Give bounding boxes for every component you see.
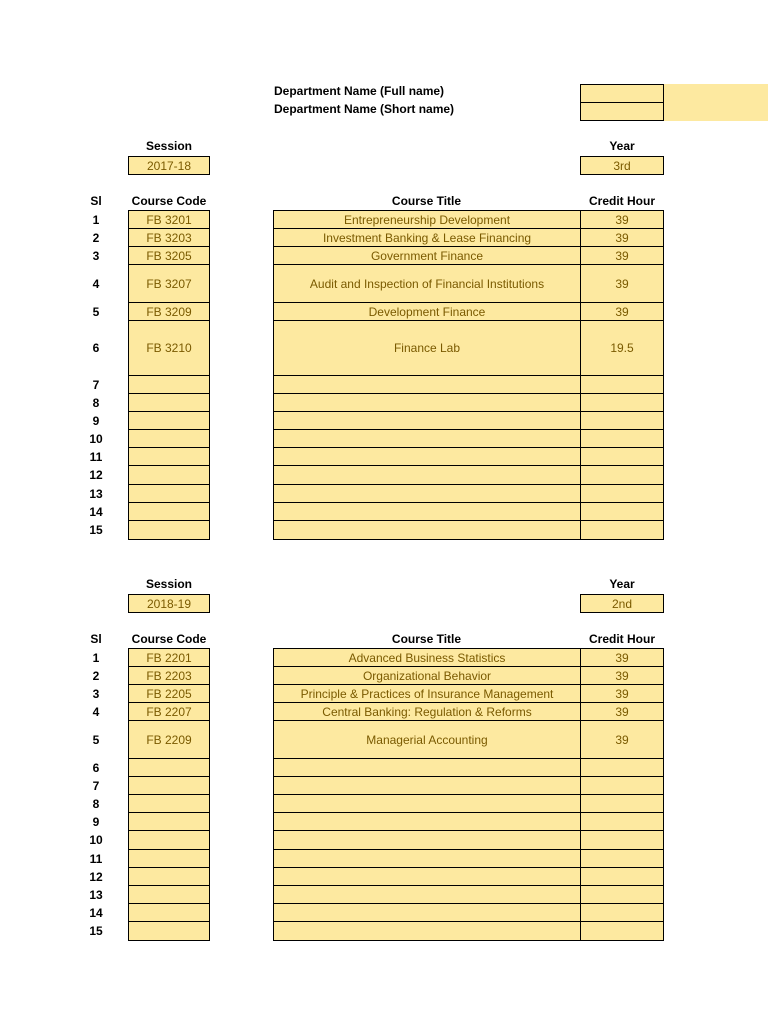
row-number: 14 — [89, 905, 103, 920]
credit-hour-cell[interactable]: 39 — [580, 246, 664, 265]
course-title-cell[interactable] — [273, 758, 581, 777]
row-number: 15 — [89, 523, 103, 537]
row-number: 4 — [92, 704, 100, 719]
course-title-cell[interactable] — [273, 484, 581, 503]
block1-session-label: Session — [145, 139, 193, 153]
credit-hour-cell[interactable] — [580, 812, 664, 831]
course-code-cell[interactable]: FB 3210 — [128, 320, 210, 376]
block2-sl-header: Sl — [90, 632, 102, 646]
course-title-cell[interactable] — [273, 520, 581, 540]
course-title-cell[interactable]: Finance Lab — [273, 320, 581, 376]
course-title-cell[interactable]: Central Banking: Regulation & Reforms — [273, 702, 581, 721]
course-title-cell[interactable]: Investment Banking & Lease Financing — [273, 228, 581, 247]
course-title-cell[interactable] — [273, 794, 581, 813]
row-number: 8 — [92, 395, 100, 410]
course-title-cell[interactable] — [273, 447, 581, 466]
credit-hour-cell[interactable] — [580, 502, 664, 521]
credit-hour-cell[interactable]: 39 — [580, 684, 664, 703]
row-number: 2 — [92, 230, 100, 245]
course-title-cell[interactable]: Audit and Inspection of Financial Institutions — [273, 264, 581, 303]
course-title-cell[interactable] — [273, 921, 581, 941]
course-code-cell[interactable]: FB 2207 — [128, 702, 210, 721]
course-code-cell[interactable] — [128, 885, 210, 904]
course-title-cell[interactable]: Organizational Behavior — [273, 666, 581, 685]
course-title-cell[interactable] — [273, 429, 581, 448]
row-number: 1 — [92, 212, 100, 227]
row-number: 9 — [92, 413, 100, 428]
block2-course-code-header: Course Code — [131, 632, 207, 646]
course-code-cell[interactable] — [128, 812, 210, 831]
course-title-cell[interactable] — [273, 393, 581, 412]
credit-hour-cell[interactable]: 39 — [580, 264, 664, 303]
department-full-label: Department Name (Full name) — [274, 84, 445, 98]
block1-year-label: Year — [609, 139, 635, 153]
row-number: 3 — [92, 686, 100, 701]
credit-hour-cell[interactable] — [580, 429, 664, 448]
credit-hour-cell[interactable] — [580, 411, 664, 430]
row-number: 14 — [89, 504, 103, 519]
credit-hour-cell[interactable] — [580, 921, 664, 941]
credit-hour-cell[interactable] — [580, 520, 664, 540]
course-code-cell[interactable] — [128, 903, 210, 922]
course-code-cell[interactable] — [128, 921, 210, 941]
credit-hour-cell[interactable] — [580, 885, 664, 904]
course-code-cell[interactable]: FB 3207 — [128, 264, 210, 303]
credit-hour-cell[interactable]: 39 — [580, 302, 664, 321]
credit-hour-cell[interactable]: 39 — [580, 702, 664, 721]
row-number: 2 — [92, 668, 100, 683]
course-title-cell[interactable]: Principle & Practices of Insurance Management — [273, 684, 581, 703]
course-title-cell[interactable] — [273, 465, 581, 485]
course-code-cell[interactable] — [128, 447, 210, 466]
course-code-cell[interactable]: FB 2203 — [128, 666, 210, 685]
course-title-cell[interactable] — [273, 375, 581, 394]
row-number: 8 — [92, 796, 100, 811]
course-code-cell[interactable]: FB 2205 — [128, 684, 210, 703]
course-code-cell[interactable]: FB 3209 — [128, 302, 210, 321]
course-code-cell[interactable] — [128, 758, 210, 777]
department-full-input[interactable] — [580, 84, 664, 103]
block1-session-value[interactable]: 2017-18 — [128, 156, 210, 175]
course-title-cell[interactable] — [273, 776, 581, 795]
row-number: 6 — [92, 760, 100, 775]
course-code-cell[interactable] — [128, 776, 210, 795]
row-number: 7 — [92, 377, 100, 392]
row-number: 3 — [92, 248, 100, 263]
block1-credit-hour-header: Credit Hour — [589, 194, 655, 208]
course-code-cell[interactable]: FB 3201 — [128, 210, 210, 229]
credit-hour-cell[interactable] — [580, 758, 664, 777]
course-title-cell[interactable]: Entrepreneurship Development — [273, 210, 581, 229]
credit-hour-cell[interactable]: 39 — [580, 666, 664, 685]
row-number: 13 — [89, 486, 103, 501]
course-code-cell[interactable] — [128, 867, 210, 886]
row-number: 9 — [92, 814, 100, 829]
row-number: 7 — [92, 778, 100, 793]
credit-hour-cell[interactable] — [580, 484, 664, 503]
course-code-cell[interactable] — [128, 794, 210, 813]
course-code-cell[interactable] — [128, 393, 210, 412]
department-highlight-cell — [664, 84, 768, 121]
course-title-cell[interactable] — [273, 411, 581, 430]
course-code-cell[interactable] — [128, 375, 210, 394]
course-title-cell[interactable] — [273, 812, 581, 831]
credit-hour-cell[interactable]: 39 — [580, 228, 664, 247]
course-code-cell[interactable]: FB 3205 — [128, 246, 210, 265]
course-code-cell[interactable] — [128, 429, 210, 448]
row-number: 11 — [89, 449, 103, 464]
course-code-cell[interactable] — [128, 465, 210, 485]
department-short-input[interactable] — [580, 102, 664, 121]
course-code-cell[interactable] — [128, 484, 210, 503]
course-code-cell[interactable]: FB 3203 — [128, 228, 210, 247]
row-number: 13 — [89, 887, 103, 902]
course-code-cell[interactable]: FB 2201 — [128, 648, 210, 667]
course-title-cell[interactable] — [273, 830, 581, 850]
credit-hour-cell[interactable] — [580, 447, 664, 466]
course-title-cell[interactable] — [273, 502, 581, 521]
course-code-cell[interactable] — [128, 411, 210, 430]
credit-hour-cell[interactable] — [580, 830, 664, 850]
course-code-cell[interactable] — [128, 502, 210, 521]
row-number: 12 — [89, 468, 103, 482]
course-title-cell[interactable]: Government Finance — [273, 246, 581, 265]
credit-hour-cell[interactable] — [580, 776, 664, 795]
course-title-cell[interactable]: Development Finance — [273, 302, 581, 321]
block1-sl-header: Sl — [90, 194, 102, 208]
row-number: 1 — [92, 650, 100, 665]
course-code-cell[interactable] — [128, 830, 210, 850]
course-title-cell[interactable]: Advanced Business Statistics — [273, 648, 581, 667]
credit-hour-cell[interactable] — [580, 849, 664, 868]
row-number: 5 — [92, 732, 100, 747]
block2-year-value[interactable]: 2nd — [580, 594, 664, 613]
row-number: 5 — [92, 304, 100, 319]
course-title-cell[interactable] — [273, 867, 581, 886]
course-title-cell[interactable] — [273, 849, 581, 868]
block1-course-title-header: Course Title — [391, 194, 462, 208]
credit-hour-cell[interactable] — [580, 393, 664, 412]
department-short-label: Department Name (Short name) — [274, 102, 455, 116]
block2-session-value[interactable]: 2018-19 — [128, 594, 210, 613]
block2-course-title-header: Course Title — [391, 632, 462, 646]
credit-hour-cell[interactable]: 39 — [580, 648, 664, 667]
credit-hour-cell[interactable]: 39 — [580, 720, 664, 759]
course-code-cell[interactable] — [128, 849, 210, 868]
row-number: 15 — [89, 924, 103, 938]
row-number: 4 — [92, 276, 100, 291]
credit-hour-cell[interactable] — [580, 867, 664, 886]
credit-hour-cell[interactable] — [580, 794, 664, 813]
row-number: 12 — [89, 869, 103, 884]
row-number: 11 — [89, 851, 103, 866]
row-number: 10 — [89, 431, 103, 446]
credit-hour-cell[interactable] — [580, 375, 664, 394]
block1-year-value[interactable]: 3rd — [580, 156, 664, 175]
course-code-cell[interactable] — [128, 520, 210, 540]
row-number: 6 — [92, 341, 100, 355]
credit-hour-cell[interactable] — [580, 465, 664, 485]
credit-hour-cell[interactable]: 39 — [580, 210, 664, 229]
block1-course-code-header: Course Code — [131, 194, 207, 208]
course-code-cell[interactable]: FB 2209 — [128, 720, 210, 759]
block2-session-label: Session — [145, 577, 193, 591]
course-title-cell[interactable] — [273, 885, 581, 904]
credit-hour-cell[interactable]: 19.5 — [580, 320, 664, 376]
block2-credit-hour-header: Credit Hour — [589, 632, 655, 646]
course-title-cell[interactable]: Managerial Accounting — [273, 720, 581, 759]
row-number: 10 — [89, 833, 103, 847]
block2-year-label: Year — [609, 577, 635, 591]
course-title-cell[interactable] — [273, 903, 581, 922]
credit-hour-cell[interactable] — [580, 903, 664, 922]
